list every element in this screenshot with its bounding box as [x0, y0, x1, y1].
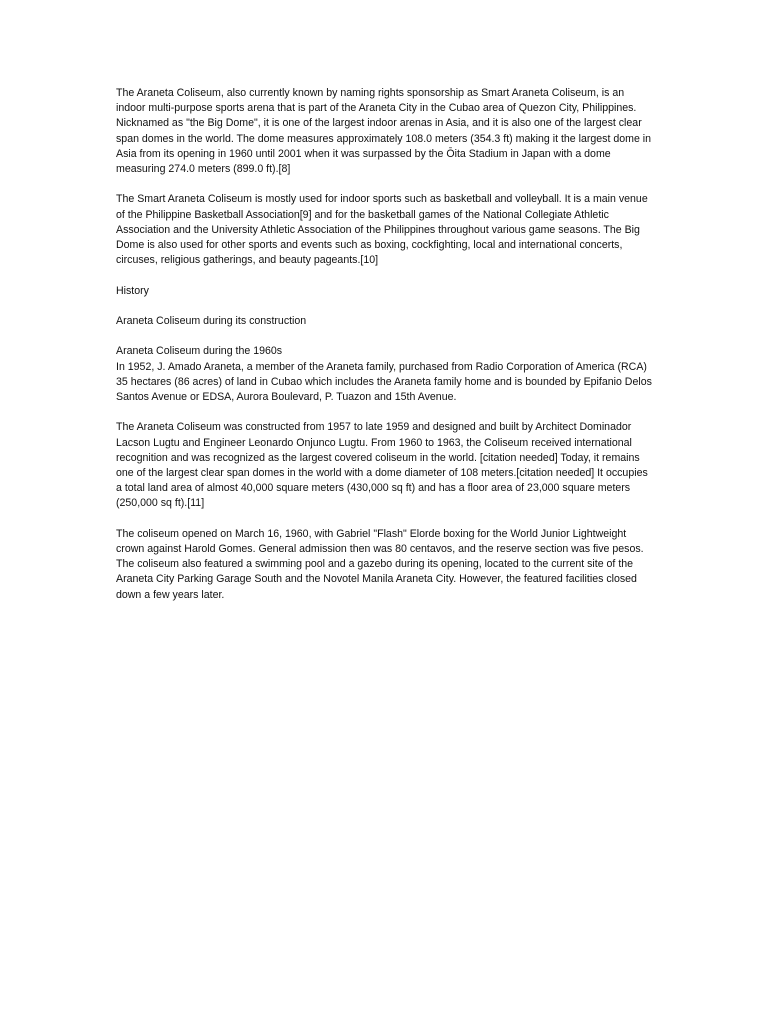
paragraph-intro: The Araneta Coliseum, also currently known by naming rights sponsorship as Smart Araneta Coliseum, is an indoor multi-purpose sports arena that is part of the Araneta City in the Cubao area of Quezon City, Philippines. Nicknamed as "the Big Dome", it is one of the largest indoor arenas in Asia, and it is also one of the largest clear span domes in the world. The dome measures approximately 108.0 meters (354.3 ft) making it the largest dome in Asia from its opening in 1960 until 2001 when it was surpassed by the Ōita Stadium in Japan with a dome measuring 274.0 meters (899.0 ft).[8]: [116, 87, 652, 176]
section-heading-history: History: [116, 284, 149, 297]
paragraph-construction: The Araneta Coliseum was constructed from 1957 to late 1959 and designed and built by Architect Dominador Lacson Lugtu and Engineer Leonardo Onjunco Lugtu. From 1960 to 1963, the Coliseum received international recognition and was recognized as the largest covered coliseum in the world. [citation needed] Today, it remains one of the largest clear span domes in the world with a dome diameter of 108 meters.[citation needed] It occupies a total land area of almost 40,000 square meters (430,000 sq ft) and has a floor area of 23,000 square meters (250,000 sq ft).[11]: [116, 421, 648, 510]
caption-1960s: Araneta Coliseum during the 1960s: [116, 345, 283, 358]
paragraph-usage: The Smart Araneta Coliseum is mostly used for indoor sports such as basketball and volleyball. It is a main venue of the Philippine Basketball Association[9] and for the basketball games of the National Collegiate Athletic Association and the University Athletic Association of the Philippines throughout various game seasons. The Big Dome is also used for other sports and events such as boxing, cockfighting, local and international concerts, circuses, religious gatherings, and beauty pageants.[10]: [116, 193, 648, 267]
paragraph-land-purchase: In 1952, J. Amado Araneta, a member of the Araneta family, purchased from Radio Corporation of America (RCA) 35 hectares (86 acres) of land in Cubao which includes the Araneta family home and is bounded by Epifanio Delos Santos Avenue or EDSA, Aurora Boulevard, P. Tuazon and 15th Avenue.: [116, 360, 652, 403]
caption-construction: Araneta Coliseum during its construction: [116, 315, 307, 327]
paragraph-opening: The coliseum opened on March 16, 1960, with Gabriel "Flash" Elorde boxing for the World Junior Lightweight crown against Harold Gomes. General admission then was 80 centavos, and the reserve section was five pesos. The coliseum also featured a swimming pool and a gazebo during its opening, located to the current site of the Araneta City Parking Garage South and the Novotel Manila Araneta City. However, the featured facilities closed down a few years later.: [116, 527, 644, 601]
document-body: [116, 86, 656, 603]
